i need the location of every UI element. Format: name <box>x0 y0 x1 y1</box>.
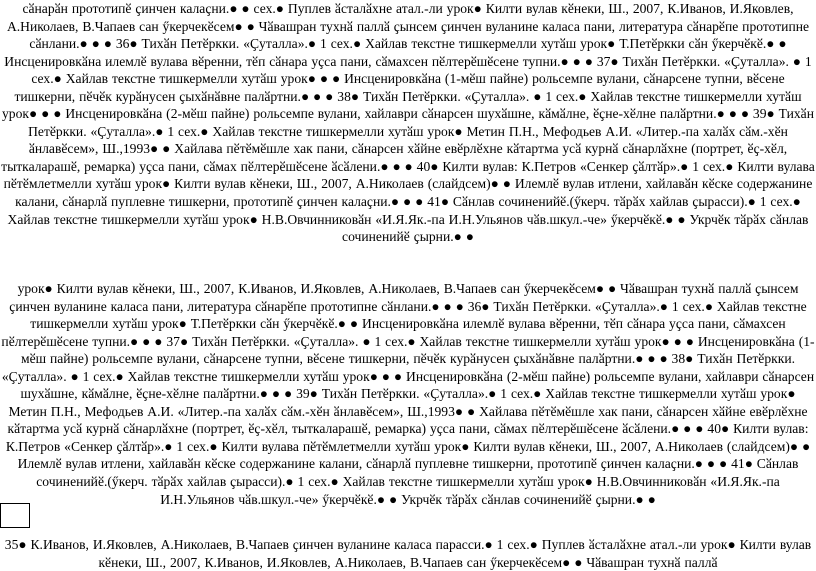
text-block-bottom: 35● К.Иванов, И.Яковлев, А.Николаев, В.Чапаев ҫинчен вуланине каласа парасси.● 1 сех.● Пуплев ӑсталӑхне атал.-ли урок● Килти вулав кӗнеки, Ш., 2007, К.Иванов, И.Яковлев, А.Николаев, В.Чапаев сан ӳкерчекӗсем● ● Чӑвашран тухнӑ паллӑ <box>4 537 812 570</box>
text-block-top: сӑнарӑн прототипӗ ҫинчен калаҫни.● ● сех.● Пуплев ӑсталӑхне атал.-ли урок● Килти вулав кӗнеки, Ш., 2007, К.Иванов, И.Яковлев, А.Николаев, В.Чапаев сан ӳкерчекӗсем● ● Чӑвашран тухнӑ паллӑ ҫынсем ҫинчен вуланине каласа пани, литература сӑнарӗпе прототипне сӑнлани.● ● ● 36● Тихӑн Петӗркки. «Ҫуталла».● 1 сех.● Хайлав текстне тишкермелли хутӑш урок● Т.Петӗркки сӑн ӳкерчӗкӗ.● ● Инсценировкӑна илемлӗ вулава вӗренни, тӗп сӑнара уҫса пани, сӑмахсен пӗлтерӗшӗсене тупни.● ● ● 37● Тихӑн Петӗркки. «Ҫуталла». ● 1 сех.● Хайлав текстне тишкермелли хутӑш урок● ● ● Инсценировкӑна (1-мӗш пайне) рольсемпе вулани, сӑнарсене тупни, вӗсене тишкерни, пӗчӗк курӑнусен ҫыхӑнӑвне палӑртни.● ● ● 38● Тихӑн Петӗркки. «Ҫуталла». ● 1 сех.● Хайлав текстне тишкермелли хутӑш урок● ● ● Инсценировкӑна (2-мӗш пайне) рольсемпе вулани, хайлаври сӑнарсен шухӑшне, кӑмӑлне, ӗҫне-хӗлне палӑртни.● ● ● 39● Тихӑн Петӗркки. «Ҫуталла».● 1 сех.● Хайлав текстне тишкермелли хутӑш урок● Метин П.Н., Мефодьев А.И. «Литер.-па халӑх сӑм.-хӗн ӑнлавӗсем», Ш.,1993● ● Хайлава пӗтӗмӗшле хак пани, сӑнарсен хӑйне евӗрлӗхне кӑтартма усӑ курнӑ сӑнарлӑхне (портрет, ӗҫ-хӗл, тыткаларашӗ, ремарка) уҫса пани, сӑмах пӗлтерӗшӗсене ӑсӑлени.● ● ● 40● Килти вулав: К.Петров «Сенкер ҫӑлтӑр».● 1 сех.● Килти вулава пӗтӗмлетмелли хутӑш урок● Килти вулав кӗнеки, Ш., 2007, А.Николаев (слайдсем)● ● Илемлӗ вулав итлени, хайлавӑн кӗске содержанине калани, сӑнарлӑ пуплевне тишкерни, прототипӗ ҫинчен калаҫни.● ● ● 41● Сӑнлав сочиненийӗ.(ӳкерч. тӑрӑх хайлав ҫырасси).● 1 сех.● Хайлав текстне тишкермелли хутӑш урок● Н.В.Овчинниковӑн «И.Я.Як.-па И.Н.Ульянов чӑв.шкул.-че» ӳкерчӗкӗ.● ● Укрчӗк тӑрӑх сӑнлав сочиненийӗ ҫырни.● ● <box>1 1 815 245</box>
text-block-middle: урок● Килти вулав кӗнеки, Ш., 2007, К.Иванов, И.Яковлев, А.Николаев, В.Чапаев сан ӳкерчекӗсем● ● Чӑвашран тухнӑ паллӑ ҫынсем ҫинчен вуланине каласа пани, литература сӑнарӗпе прототипне сӑнлани.● ● ● 36● Тихӑн Петӗркки. «Ҫуталла».● 1 сех.● Хайлав текстне тишкермелли хутӑш урок● Т.Петӗркки сӑн ӳкерчӗкӗ.● ● Инсценировкӑна илемлӗ вулава вӗренни, тӗп сӑнара уҫса пани, сӑмахсен пӗлтерӗшӗсене тупни.● ● ● 37● Тихӑн Петӗркки. «Ҫуталла». ● 1 сех.● Хайлав текстне тишкермелли хутӑш урок● ● ● Инсценировкӑна (1-мӗш пайне) рольсемпе вулани, сӑнарсене тупни, вӗсене тишкерни, пӗчӗк курӑнусен ҫыхӑнӑвне палӑртни.● ● ● 38● Тихӑн Петӗркки. «Ҫуталла». ● 1 сех.● Хайлав текстне тишкермелли хутӑш урок● ● ● Инсценировкӑна (2-мӗш пайне) рольсемпе вулани, хайлаври сӑнарсен шухӑшне, кӑмӑлне, ӗҫне-хӗлне палӑртни.● ● ● 39● Тихӑн Петӗркки. «Ҫуталла».● 1 сех.● Хайлав текстне тишкермелли хутӑш урок● Метин П.Н., Мефодьев А.И. «Литер.-па халӑх сӑм.-хӗн ӑнлавӗсем», Ш.,1993● ● Хайлава пӗтӗмӗшле хак пани, сӑнарсен хӑйне евӗрлӗхне кӑтартма усӑ курнӑ сӑнарлӑхне (портрет, ӗҫ-хӗл, тыткаларашӗ, ремарка) уҫса пани, сӑмах пӗлтерӗшӗсене ӑсӑлени.● ● ● 40● Килти вулав: К.Петров «Сенкер ҫӑлтӑр».● 1 сех.● Килти вулава пӗтӗмлетмелли хутӑш урок● Килти вулав кӗнеки, Ш., 2007, А.Николаев (слайдсем)● ● Илемлӗ вулав итлени, хайлавӑн кӗске содержанине калани, сӑнарлӑ пуплевне тишкерни, прототипӗ ҫинчен калаҫни.● ● ● 41● Сӑнлав сочиненийӗ.(ӳкерч. тӑрӑх хайлав ҫырасси).● 1 сех.● Хайлав текстне тишкермелли хутӑш урок● Н.В.Овчинниковӑн «И.Я.Як.-па И.Н.Ульянов чӑв.шкул.-че» ӳкерчӗкӗ.● ● Укрчӗк тӑрӑх сӑнлав сочиненийӗ ҫырни.● ● <box>1 281 815 507</box>
empty-box <box>0 503 30 528</box>
